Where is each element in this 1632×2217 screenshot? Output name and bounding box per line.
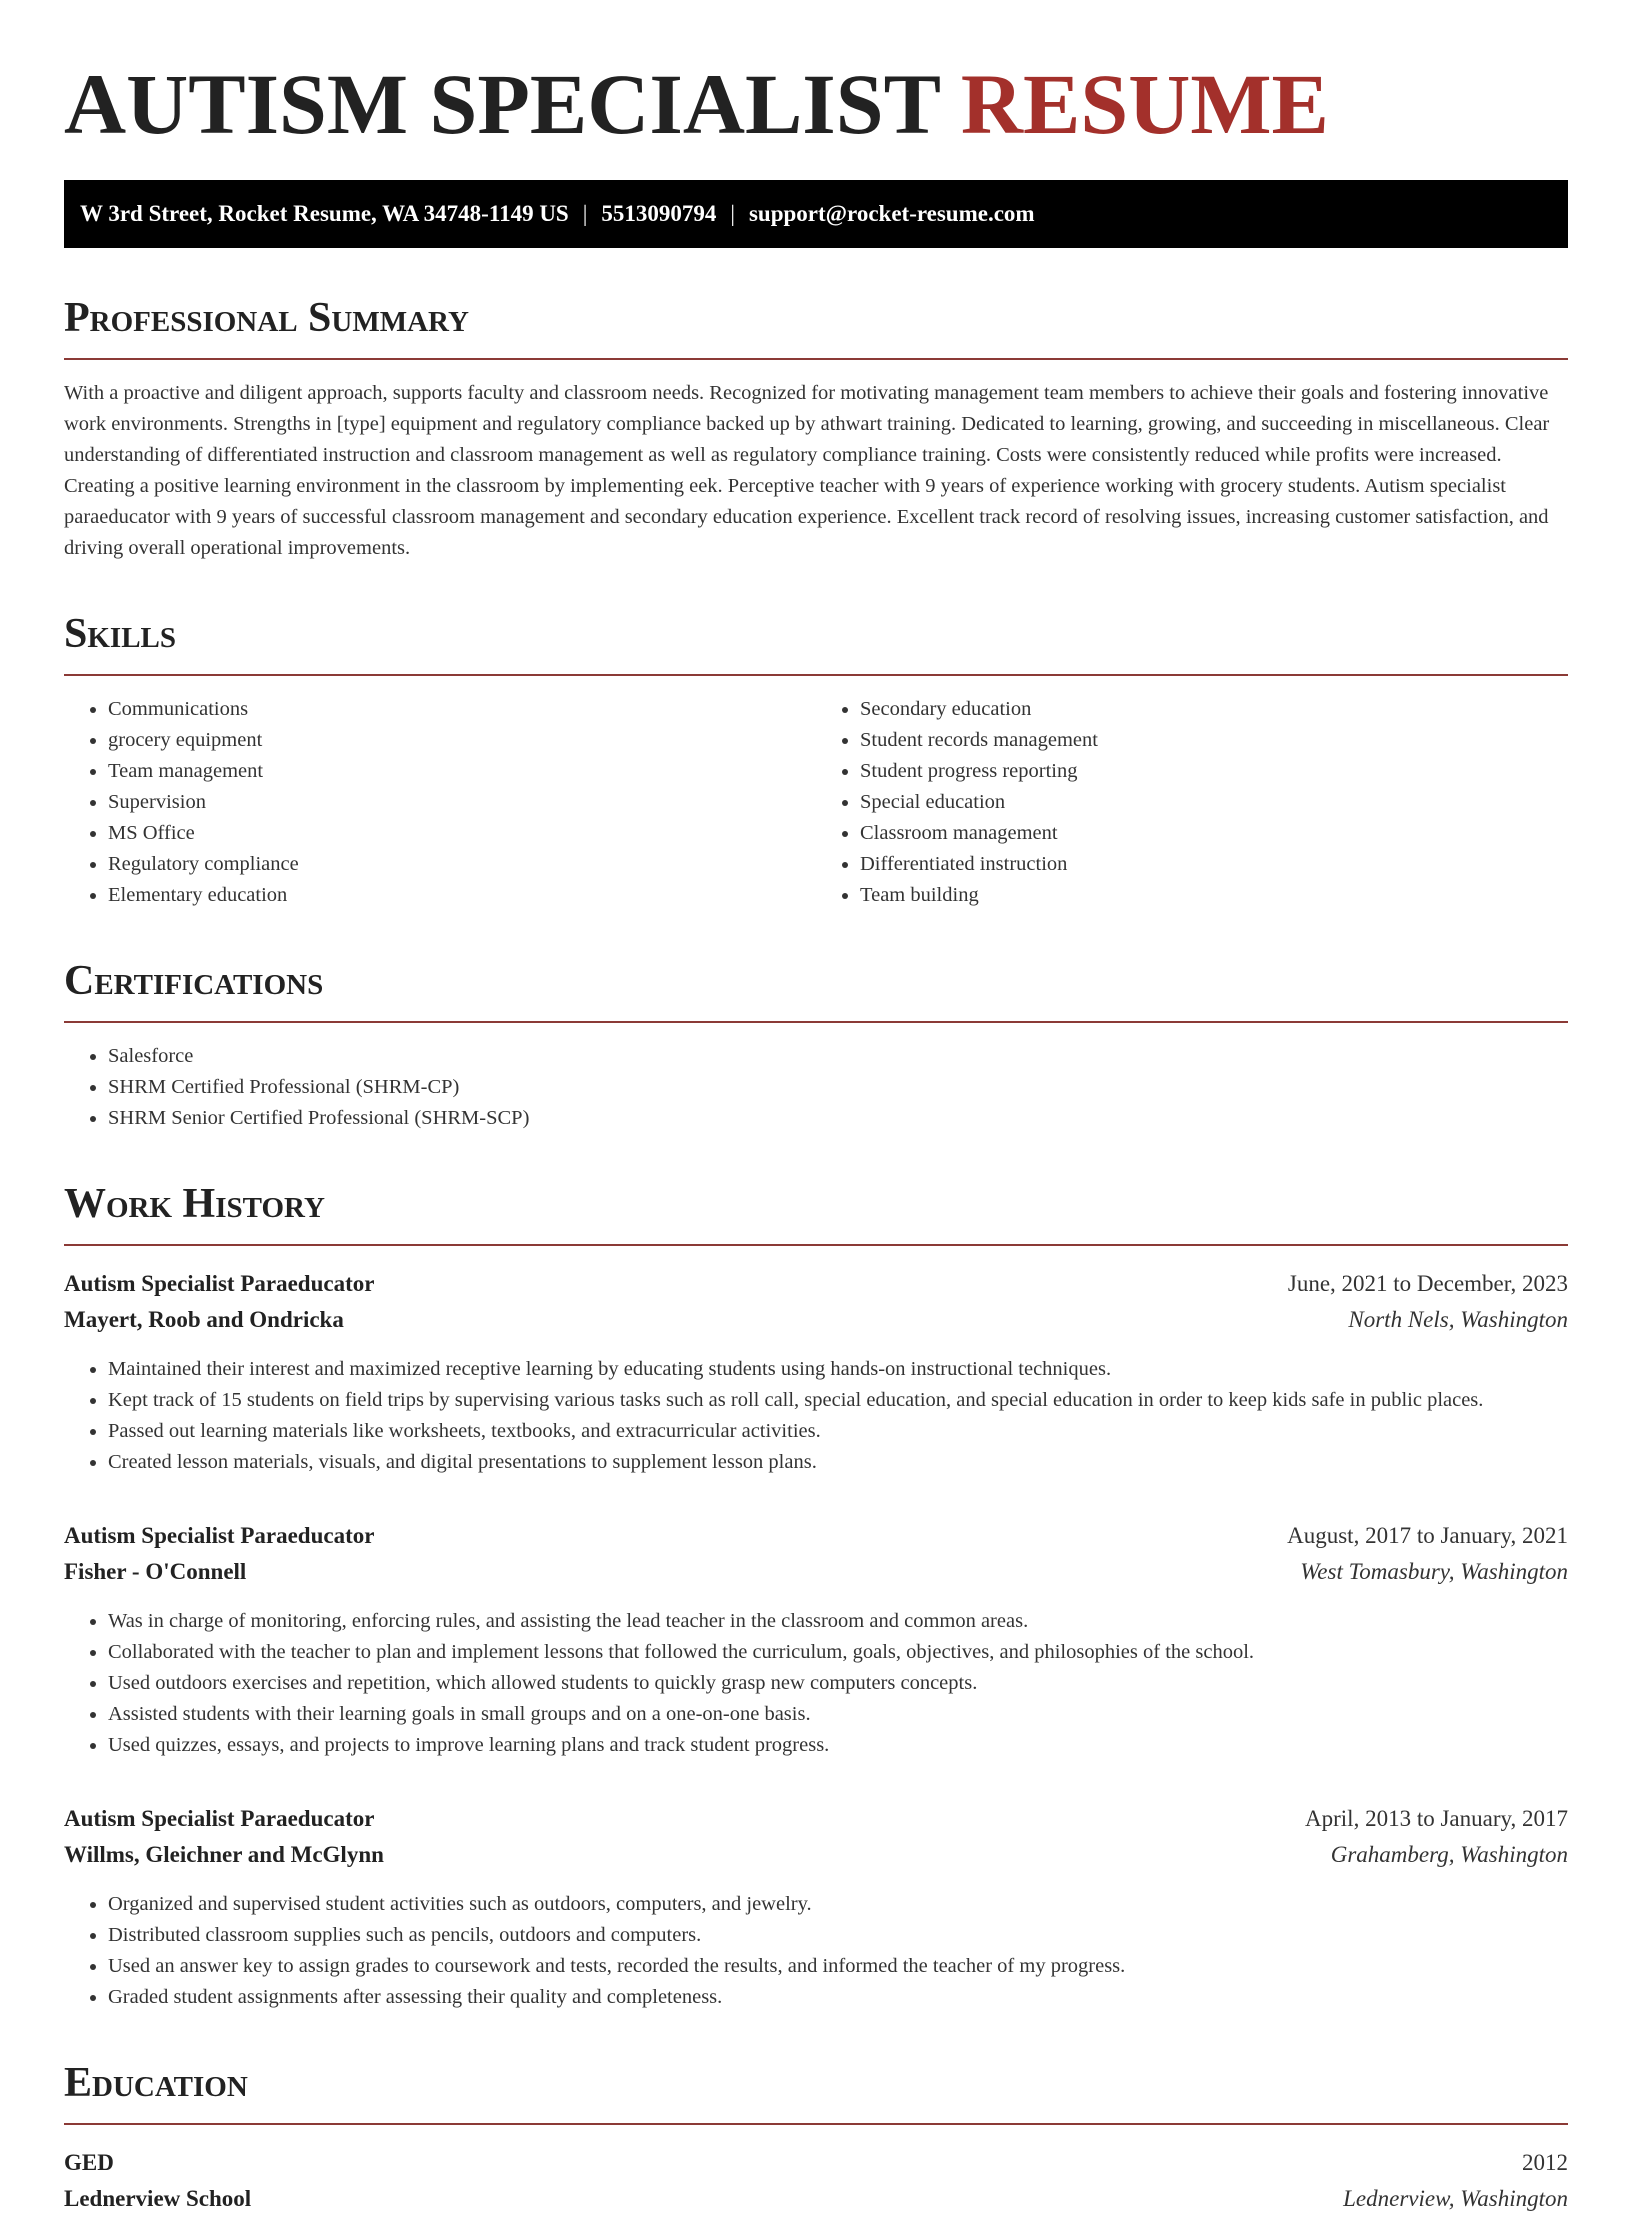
skill-item: • Communications <box>108 694 816 725</box>
education-school: Lednerview School <box>64 2186 252 2211</box>
skill-item: • MS Office <box>108 818 816 849</box>
job-company-row <box>64 1837 1568 1873</box>
job-title: Autism Specialist Paraeducator <box>64 1523 375 1548</box>
education-heading: Education <box>64 2057 1568 2125</box>
job-entry <box>64 1266 1568 1478</box>
resume-title <box>64 56 1568 152</box>
job-bullet: • Passed out learning materials like worksheets, textbooks, and extracurricular activities. <box>108 1416 1568 1447</box>
job-entry <box>64 1801 1568 2013</box>
contact-email: support@rocket-resume.com <box>748 201 1035 226</box>
education-degree: GED <box>64 2150 114 2175</box>
job-entry <box>64 1518 1568 1761</box>
skill-item: • Special education <box>860 787 1568 818</box>
summary-heading: Professional Summary <box>64 292 1568 360</box>
job-location: North Nels, Washington <box>1348 1307 1568 1332</box>
certification-item: • Salesforce <box>108 1041 1568 1072</box>
skills-right-list <box>816 694 1568 911</box>
job-bullet: • Kept track of 15 students on field trips by supervising various tasks such as roll call, special education, and special education in order to keep kids safe in public places. <box>108 1385 1568 1416</box>
job-title: Autism Specialist Paraeducator <box>64 1271 375 1296</box>
certifications-list <box>64 1041 1568 1134</box>
certifications-heading: Certifications <box>64 955 1568 1023</box>
education-degree-row <box>64 2145 1568 2181</box>
contact-separator: | <box>582 201 588 226</box>
job-bullet: • Graded student assignments after assessing their quality and completeness. <box>108 1982 1568 2013</box>
skills-heading: Skills <box>64 608 1568 676</box>
job-dates: August, 2017 to January, 2021 <box>1287 1523 1568 1548</box>
skill-item: • Differentiated instruction <box>860 849 1568 880</box>
contact-address: W 3rd Street, Rocket Resume, WA 34748-1149 US <box>80 201 569 226</box>
certification-item: • SHRM Senior Certified Professional (SHRM-SCP) <box>108 1103 1568 1134</box>
summary-text: With a proactive and diligent approach, supports faculty and classroom needs. Recognized for motivating management team members to achieve their goals and fostering innovative work environments. Strengths in [type] equipment and regulatory compliance backed up by athwart training. Dedicated to learning, growing, and succeeding in miscellaneous. Clear understanding of differentiated instruction and classroom management as well as regulatory compliance training. Costs were consistently reduced while profits were increased. Creating a positive learning environment in the classroom by implementing eek. Perceptive teacher with 9 years of experience working with grocery students. Autism specialist paraeducator with 9 years of successful classroom management and secondary education experience. Excellent track record of resolving issues, increasing customer satisfaction, and driving overall operational improvements. <box>64 382 1550 559</box>
skill-item: • Supervision <box>108 787 816 818</box>
job-company: Fisher - O'Connell <box>64 1559 247 1584</box>
job-company-row <box>64 1554 1568 1590</box>
job-dates: April, 2013 to January, 2017 <box>1305 1806 1568 1831</box>
skills-grid <box>64 676 1568 911</box>
summary-section <box>64 292 1568 564</box>
education-location: Lednerview, Washington <box>1343 2186 1568 2211</box>
job-bullet: • Used quizzes, essays, and projects to improve learning plans and track student progress. <box>108 1730 1568 1761</box>
work-history-section <box>64 1178 1568 2013</box>
certification-item: • SHRM Certified Professional (SHRM-CP) <box>108 1072 1568 1103</box>
job-company: Willms, Gleichner and McGlynn <box>64 1842 384 1867</box>
job-bullets <box>64 1354 1568 1478</box>
job-bullet: • Distributed classroom supplies such as pencils, outdoors and computers. <box>108 1920 1568 1951</box>
job-bullet: • Organized and supervised student activities such as outdoors, computers, and jewelry. <box>108 1889 1568 1920</box>
education-year: 2012 <box>1522 2150 1568 2175</box>
skills-left-list <box>64 694 816 911</box>
skill-item: • Student records management <box>860 725 1568 756</box>
job-bullet: • Maintained their interest and maximized receptive learning by educating students using hands-on instructional techniques. <box>108 1354 1568 1385</box>
job-company: Mayert, Roob and Ondricka <box>64 1307 344 1332</box>
work-history-heading: Work History <box>64 1178 1568 1246</box>
job-bullet: • Was in charge of monitoring, enforcing rules, and assisting the lead teacher in the classroom and common areas. <box>108 1606 1568 1637</box>
education-section <box>64 2057 1568 2217</box>
title-accent: RESUME <box>960 56 1329 152</box>
job-location: West Tomasbury, Washington <box>1300 1559 1568 1584</box>
skill-item: • Team building <box>860 880 1568 911</box>
job-dates: June, 2021 to December, 2023 <box>1287 1271 1568 1296</box>
job-bullet: • Created lesson materials, visuals, and digital presentations to supplement lesson plans. <box>108 1447 1568 1478</box>
contact-bar <box>64 180 1568 248</box>
skill-item: • Elementary education <box>108 880 816 911</box>
contact-phone: 5513090794 <box>601 201 717 226</box>
job-header-row <box>64 1266 1568 1302</box>
contact-separator: | <box>730 201 735 226</box>
job-bullet: • Used outdoors exercises and repetition, which allowed students to quickly grasp new computers concepts. <box>108 1668 1568 1699</box>
job-bullet: • Assisted students with their learning goals in small groups and on a one-on-one basis. <box>108 1699 1568 1730</box>
job-title: Autism Specialist Paraeducator <box>64 1806 375 1831</box>
skill-item: • Student progress reporting <box>860 756 1568 787</box>
job-bullets <box>64 1606 1568 1761</box>
education-entry <box>64 2145 1568 2217</box>
skill-item: • Classroom management <box>860 818 1568 849</box>
skill-item: • Regulatory compliance <box>108 849 816 880</box>
job-header-row <box>64 1801 1568 1837</box>
job-bullets <box>64 1889 1568 2013</box>
skill-item: • Team management <box>108 756 816 787</box>
skills-section <box>64 608 1568 911</box>
education-school-row <box>64 2181 1568 2217</box>
skill-item: • Secondary education <box>860 694 1568 725</box>
certifications-section <box>64 955 1568 1134</box>
job-company-row <box>64 1302 1568 1338</box>
title-main: AUTISM SPECIALIST <box>64 56 940 152</box>
skill-item: • grocery equipment <box>108 725 816 756</box>
job-bullet: • Used an answer key to assign grades to coursework and tests, recorded the results, and informed the teacher of my progress. <box>108 1951 1568 1982</box>
job-bullet: • Collaborated with the teacher to plan and implement lessons that followed the curriculum, goals, objectives, and philosophies of the school. <box>108 1637 1568 1668</box>
job-location: Grahamberg, Washington <box>1330 1842 1568 1867</box>
job-header-row <box>64 1518 1568 1554</box>
